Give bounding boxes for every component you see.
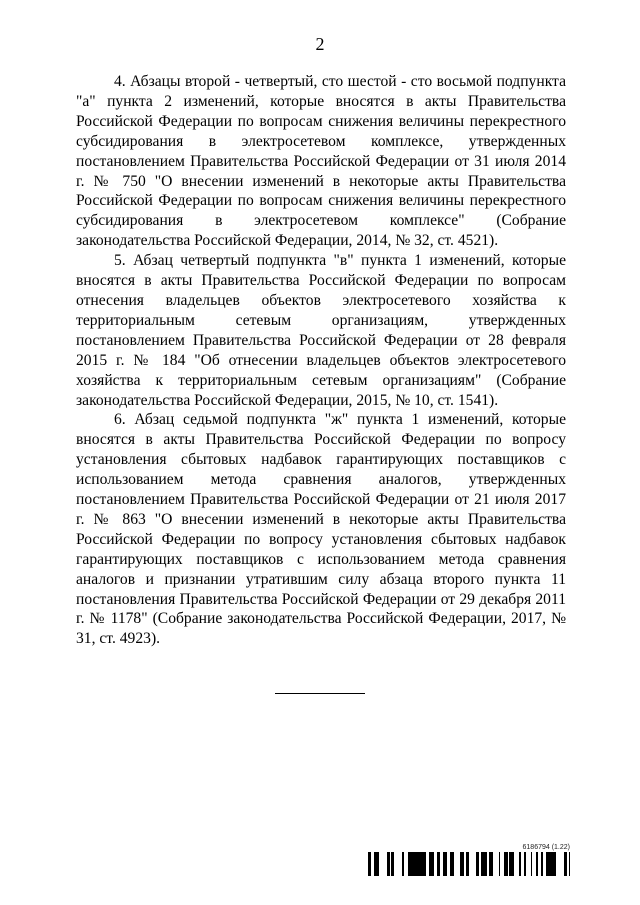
end-divider [275, 693, 365, 694]
paragraph-5: 5. Абзац четвертый подпункта "в" пункта 1 изменений, которые вносятся в акты Правительства Российской Федерации по вопросам отнесения владельцев объектов электросетевого хозяйства к территориальным сетевым организациям, утвержденных постановлением Правительства Российской Федерации от 28 февраля 2015 г. № 184 "Об отнесении владельцев объектов электросетевого хозяйства к территориальным сетевым организациям" (Собрание законодательства Российской Федерации, 2015, № 10, ст. 1541). [76, 252, 566, 409]
page-number: 2 [315, 34, 325, 54]
barcode-icon [368, 852, 570, 876]
document-code: 6186794 (1.22) [522, 844, 570, 851]
paragraph-4: 4. Абзацы второй - четвертый, сто шестой - сто восьмой подпункта "а" пункта 2 изменений, которые вносятся в акты Правительства Российской Федерации по вопросам снижения величины перекрестного субсидирования в электросетевом комплексе, утвержденных постановлением Правительства Российской Федерации от 31 июля 2014 г. № 750 "О внесении изменений в некоторые акты Правительства Российской Федерации по вопросам снижения величины перекрестного субсидирования в электросетевом комплексе" (Собрание законодательства Российской Федерации, 2014, № 32, ст. 4521). [76, 73, 566, 250]
document-body [76, 72, 566, 649]
paragraph-6: 6. Абзац седьмой подпункта "ж" пункта 1 изменений, которые вносятся в акты Правительства Российской Федерации по вопросу установления сбытовых надбавок гарантирующих поставщиков с использованием метода сравнения аналогов, утвержденных постановлением Правительства Российской Федерации от 21 июля 2017 г. № 863 "О внесении изменений в некоторые акты Правительства Российской Федерации по вопросу установления сбытовых надбавок гарантирующих поставщиков с использованием метода сравнения аналогов и признании утратившим силу абзаца второго пункта 11 постановления Правительства Российской Федерации от 29 декабря 2011 г. № 1178" (Собрание законодательства Российской Федерации, 2017, № 31, ст. 4923). [76, 411, 566, 648]
